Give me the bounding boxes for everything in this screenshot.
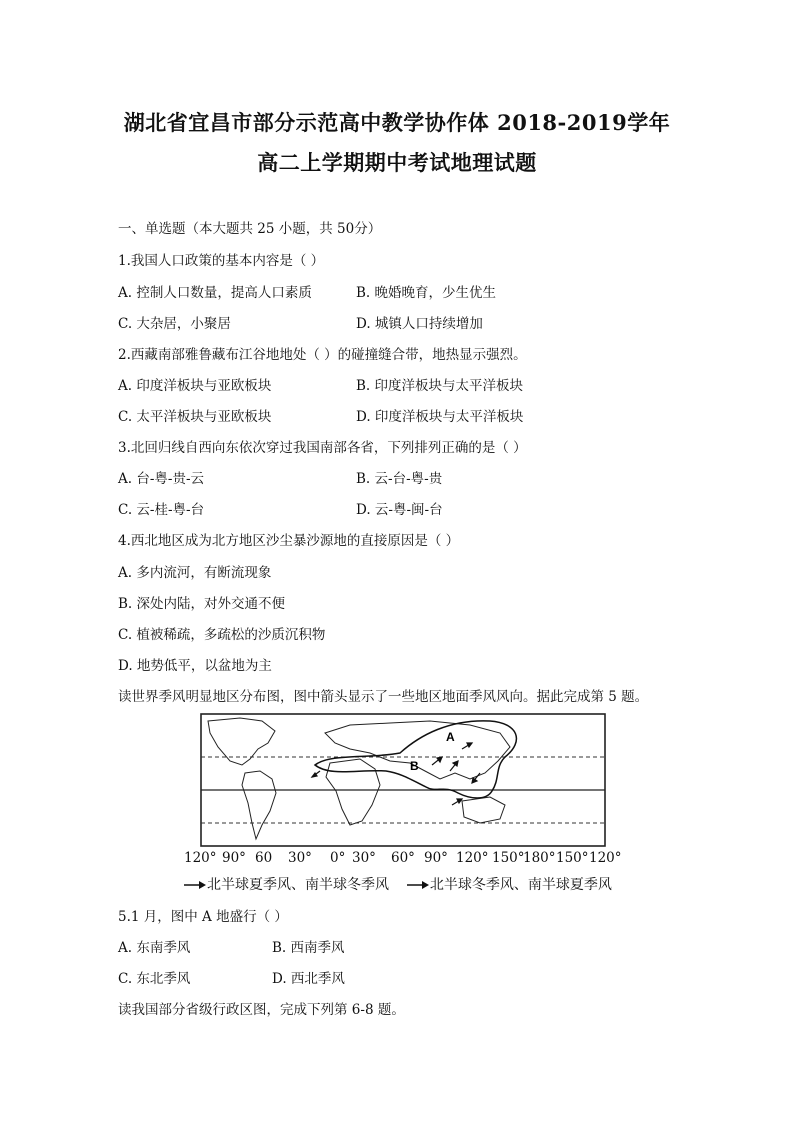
axis-label-150w: 150° [556,850,589,866]
document-title-line-2: 高二上学期期中考试地理试题 [257,150,537,175]
legend-arrow-icon-2 [406,880,430,890]
question-4-stem: 4.西北地区成为北方地区沙尘暴沙源地的直接原因是（ ） [118,533,460,549]
question-5-stem: 5.1 月，图中 A 地盛行（ ） [118,909,288,925]
question-5-option-d: D. 西北季风 [272,971,345,987]
question-2-stem: 2.西藏南部雅鲁藏布江谷地地处（ ）的碰撞缝合带，地热显示强烈。 [118,347,527,363]
monsoon-world-map [200,713,606,847]
question-5-option-b: B. 西南季风 [272,940,345,956]
axis-label-60w: 60 [255,850,273,866]
question-3-stem: 3.北回归线自西向东依次穿过我国南部各省，下列排列正确的是（ ） [118,440,527,456]
document-title-line-1: 湖北省宜昌市部分示范高中教学协作体 2018-2019学年 [123,110,671,135]
axis-label-0: 0° [330,850,346,866]
axis-label-120w: 120° [184,850,217,866]
map-label-a: A [446,730,455,744]
axis-label-90e: 90° [424,850,448,866]
axis-label-30w: 30° [288,850,312,866]
question-3-option-c: C. 云-桂-粤-台 [118,502,205,518]
map-label-b: B [410,759,419,773]
question-3-option-a: A. 台-粤-贵-云 [118,471,205,487]
question-2-option-d: D. 印度洋板块与太平洋板块 [356,409,524,425]
axis-label-90w: 90° [222,850,246,866]
axis-label-60e: 60° [391,850,415,866]
section-heading: 一、单选题（本大题共 25 小题，共 50分） [118,221,382,237]
question-1-option-c: C. 大杂居，小聚居 [118,316,231,332]
map-intro-text: 读世界季风明显地区分布图，图中箭头显示了一些地区地面季风风向。据此完成第 5 题。 [118,689,649,705]
legend-text-1: 北半球夏季风、南半球冬季风 [207,877,389,893]
question-4-option-b: B. 深处内陆，对外交通不便 [118,596,286,612]
question-3-option-d: D. 云-粤-闽-台 [356,502,443,518]
axis-label-30e: 30° [352,850,376,866]
question-4-option-a: A. 多内流河，有断流现象 [118,565,272,581]
question-4-option-d: D. 地势低平，以盆地为主 [118,658,272,674]
question-3-option-b: B. 云-台-粤-贵 [356,471,443,487]
question-2-option-c: C. 太平洋板块与亚欧板块 [118,409,272,425]
question-2-option-b: B. 印度洋板块与太平洋板块 [356,378,524,394]
axis-label-150e: 150° [492,850,525,866]
axis-label-120e: 120° [456,850,489,866]
question-1-option-a: A. 控制人口数量，提高人口素质 [118,285,312,301]
axis-label-120w-right: 120° [589,850,622,866]
legend-arrow-icon-1 [183,880,207,890]
legend-text-2: 北半球冬季风、南半球夏季风 [429,877,612,893]
question-5-option-a: A. 东南季风 [118,940,191,956]
question-1-option-b: B. 晚婚晚育，少生优生 [356,285,497,301]
question-2-option-a: A. 印度洋板块与亚欧板块 [118,378,272,394]
question-5-option-c: C. 东北季风 [118,971,191,987]
question-4-option-c: C. 植被稀疏，多疏松的沙质沉积物 [118,627,326,643]
question-1-option-d: D. 城镇人口持续增加 [356,316,483,332]
closing-instruction: 读我国部分省级行政区图，完成下列第 6-8 题。 [118,1002,405,1018]
question-1-stem: 1.我国人口政策的基本内容是（ ） [118,253,325,269]
map-legend [183,874,612,894]
axis-label-180: 180° [523,850,556,866]
